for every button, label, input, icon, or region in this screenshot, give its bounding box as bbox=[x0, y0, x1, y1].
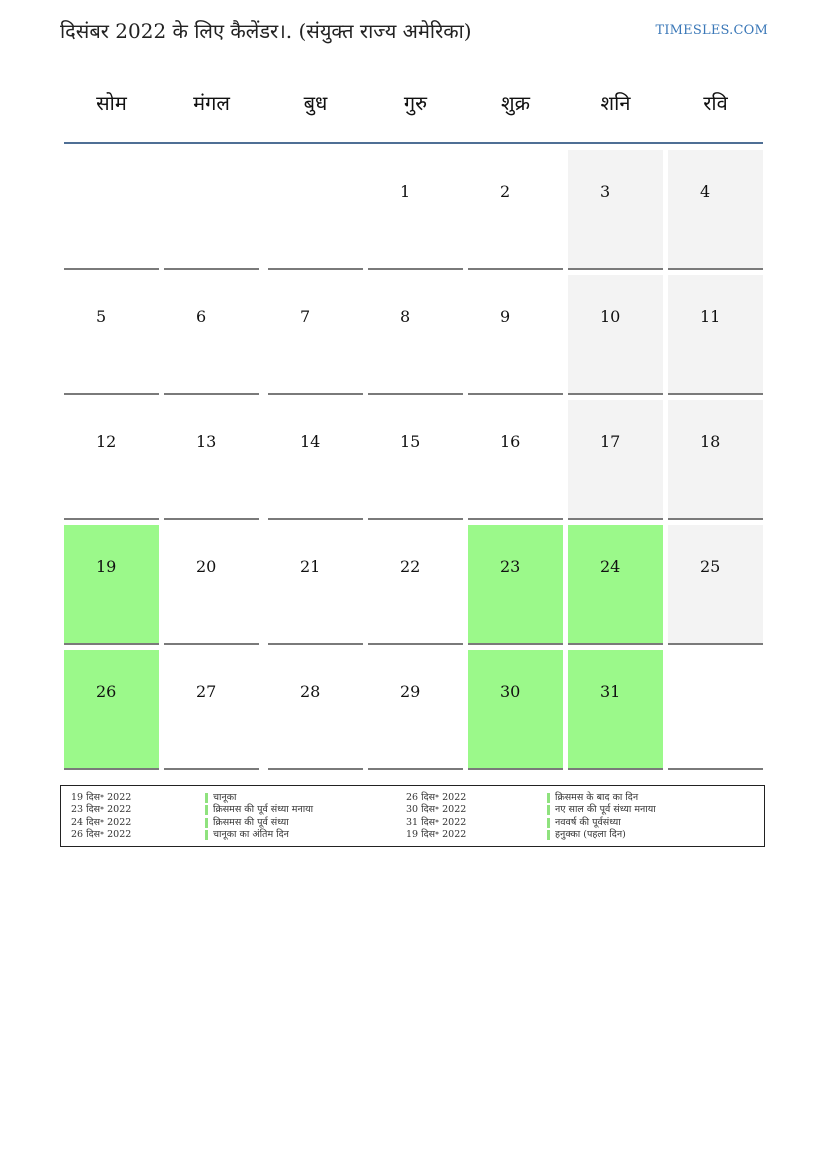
day-cell-17[interactable] bbox=[568, 400, 663, 520]
day-cell-25[interactable] bbox=[668, 525, 763, 645]
weekday-header bbox=[64, 80, 763, 130]
day-number: 24 bbox=[600, 557, 621, 576]
day-number: 8 bbox=[400, 307, 411, 326]
day-cell-9[interactable] bbox=[468, 275, 563, 395]
day-cell-30[interactable] bbox=[468, 650, 563, 770]
day-cell-14[interactable] bbox=[268, 400, 363, 520]
day-number: 30 bbox=[500, 682, 521, 701]
day-number: 23 bbox=[500, 557, 521, 576]
holiday-legend bbox=[60, 785, 765, 847]
calendar-grid bbox=[64, 150, 763, 770]
day-number: 11 bbox=[700, 307, 721, 326]
day-cell-18[interactable] bbox=[668, 400, 763, 520]
legend-date: 30 दिस॰ 2022 bbox=[406, 804, 467, 816]
weekday-sunday: रवि bbox=[703, 91, 728, 115]
day-number: 5 bbox=[96, 307, 107, 326]
legend-holiday-name: हनुक्का (पहला दिन) bbox=[555, 829, 626, 841]
day-cell-27[interactable] bbox=[164, 650, 259, 770]
header-divider bbox=[64, 142, 763, 144]
day-cell-12[interactable] bbox=[64, 400, 159, 520]
day-number: 21 bbox=[300, 557, 321, 576]
day-number: 4 bbox=[700, 182, 711, 201]
day-cell-28[interactable] bbox=[268, 650, 363, 770]
day-cell-8[interactable] bbox=[368, 275, 463, 395]
empty-day-cell bbox=[64, 150, 159, 270]
day-cell-5[interactable] bbox=[64, 275, 159, 395]
weekday-saturday: शनि bbox=[600, 91, 631, 115]
day-cell-2[interactable] bbox=[468, 150, 563, 270]
legend-holiday-name: नए साल की पूर्व संध्या मनाया bbox=[555, 804, 656, 816]
day-number: 25 bbox=[700, 557, 721, 576]
day-number: 13 bbox=[196, 432, 217, 451]
day-cell-11[interactable] bbox=[668, 275, 763, 395]
day-number: 7 bbox=[300, 307, 311, 326]
legend-date: 19 दिस॰ 2022 bbox=[71, 792, 132, 803]
weekday-monday: सोम bbox=[96, 91, 127, 115]
legend-date: 19 दिस॰ 2022 bbox=[406, 829, 467, 841]
day-cell-15[interactable] bbox=[368, 400, 463, 520]
day-cell-19[interactable] bbox=[64, 525, 159, 645]
day-cell-4[interactable] bbox=[668, 150, 763, 270]
day-cell-16[interactable] bbox=[468, 400, 563, 520]
legend-date: 31 दिस॰ 2022 bbox=[406, 816, 467, 828]
day-number: 14 bbox=[300, 432, 321, 451]
weekday-friday: शुक्र bbox=[501, 91, 530, 115]
day-cell-22[interactable] bbox=[368, 525, 463, 645]
day-cell-3[interactable] bbox=[568, 150, 663, 270]
legend-holiday-name: क्रिसमस की पूर्व संध्या bbox=[213, 816, 289, 828]
legend-item bbox=[61, 792, 764, 804]
day-cell-10[interactable] bbox=[568, 275, 663, 395]
day-cell-13[interactable] bbox=[164, 400, 259, 520]
day-number: 18 bbox=[700, 432, 721, 451]
day-cell-29[interactable] bbox=[368, 650, 463, 770]
day-cell-20[interactable] bbox=[164, 525, 259, 645]
day-cell-31[interactable] bbox=[568, 650, 663, 770]
day-cell-7[interactable] bbox=[268, 275, 363, 395]
day-number: 26 bbox=[96, 682, 117, 701]
day-cell-1[interactable] bbox=[368, 150, 463, 270]
day-cell-26[interactable] bbox=[64, 650, 159, 770]
legend-holiday-name: नववर्ष की पूर्वसंध्या bbox=[555, 816, 621, 828]
day-cell-6[interactable] bbox=[164, 275, 259, 395]
weekday-wednesday: बुध bbox=[303, 91, 328, 115]
legend-holiday-name: चानूका का अंतिम दिन bbox=[213, 829, 289, 841]
legend-holiday-name: क्रिसमस की पूर्व संध्या मनाया bbox=[213, 804, 314, 816]
day-number: 28 bbox=[300, 682, 321, 701]
weekday-thursday: गुरु bbox=[403, 91, 428, 115]
day-cell-24[interactable] bbox=[568, 525, 663, 645]
empty-day-cell bbox=[268, 150, 363, 270]
legend-item bbox=[61, 829, 764, 841]
legend-holiday-name: चानूका bbox=[213, 792, 237, 803]
legend-item bbox=[61, 804, 764, 816]
day-number: 17 bbox=[600, 432, 621, 451]
day-number: 1 bbox=[400, 182, 411, 201]
day-number: 15 bbox=[400, 432, 421, 451]
legend-date: 26 दिस॰ 2022 bbox=[71, 829, 132, 841]
day-number: 22 bbox=[400, 557, 421, 576]
day-number: 31 bbox=[600, 682, 621, 701]
day-number: 20 bbox=[196, 557, 217, 576]
legend-holiday-name: क्रिसमस के बाद का दिन bbox=[555, 792, 639, 803]
day-number: 9 bbox=[500, 307, 511, 326]
page-title: दिसंबर 2022 के लिए कैलेंडर।. (संयुक्त राज्य अमेरिका) bbox=[60, 19, 472, 43]
day-number: 27 bbox=[196, 682, 217, 701]
weekday-tuesday: मंगल bbox=[193, 91, 230, 115]
day-number: 12 bbox=[96, 432, 117, 451]
day-number: 6 bbox=[196, 307, 207, 326]
empty-day-cell bbox=[668, 650, 763, 770]
day-number: 3 bbox=[600, 182, 611, 201]
brand-link[interactable]: TIMESLES.COM bbox=[655, 23, 768, 38]
day-number: 10 bbox=[600, 307, 621, 326]
day-number: 16 bbox=[500, 432, 521, 451]
legend-item bbox=[61, 817, 764, 829]
legend-date: 23 दिस॰ 2022 bbox=[71, 804, 132, 816]
day-cell-23[interactable] bbox=[468, 525, 563, 645]
day-cell-21[interactable] bbox=[268, 525, 363, 645]
day-number: 2 bbox=[500, 182, 511, 201]
legend-date: 26 दिस॰ 2022 bbox=[406, 792, 467, 803]
legend-date: 24 दिस॰ 2022 bbox=[71, 816, 132, 828]
day-number: 19 bbox=[96, 557, 117, 576]
empty-day-cell bbox=[164, 150, 259, 270]
day-number: 29 bbox=[400, 682, 421, 701]
